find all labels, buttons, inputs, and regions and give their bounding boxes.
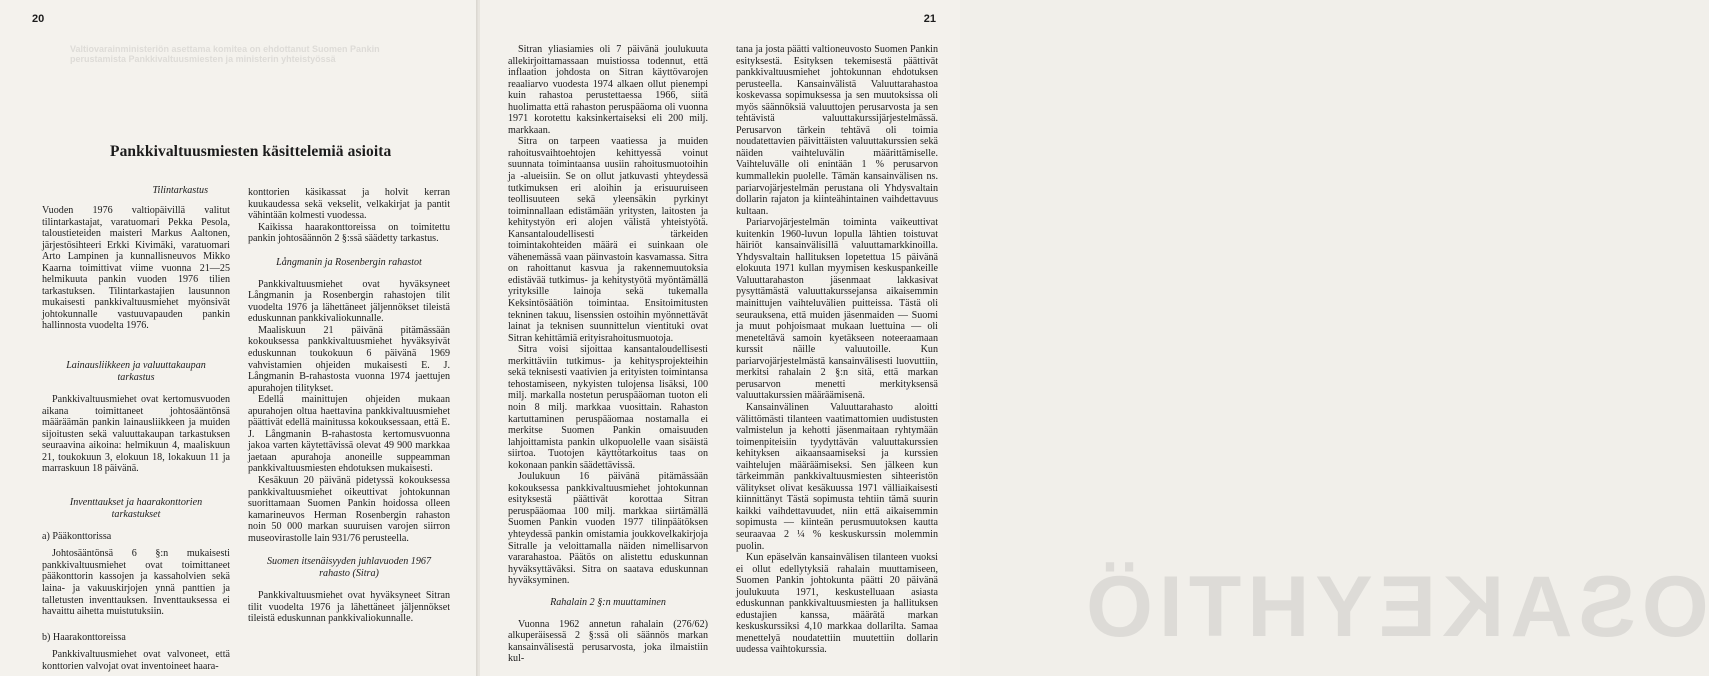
heading-line: tarkastus	[117, 372, 155, 384]
section-heading	[42, 497, 230, 521]
section-heading: Rahalain 2 §:n muuttaminen	[550, 596, 666, 608]
section-heading: Tilintarkastus	[152, 185, 208, 196]
paragraph: Pankkivaltuusmiehet ovat hyväksyneet Sitran tilit vuodelta 1976 ja lähettäneet jäljennökset tileistä eduskunnan pankkivaliokunnalle.	[248, 590, 450, 625]
heading-line: Lainausliikkeen ja valuuttakaupan	[66, 360, 206, 372]
section-heading: Långmanin ja Rosenbergin rahastot	[276, 256, 422, 268]
heading-line: Suomen itsenäisyyden juhlavuoden 1967	[267, 556, 431, 568]
bleed-through-text: OSAKEYHTIÖ	[1080, 559, 1709, 655]
sub-heading: b) Haarakonttoreissa	[42, 631, 126, 643]
paragraph: Edellä mainittujen ohjeiden mukaan apurahojen oltua haettavina pankkivaltuusmiehet päättivät edellä mainitussa kokouksessaan, että E. J. Långmanin B-rahastosta kertomusvuonna jakoa varten käytettävissä olevat 49 900 markkaa jaetaan apurahoja anoneille suppeamman pankkivaltuusmiesten ehdotuksen mukaisesti.	[248, 394, 450, 475]
paragraph: Sitra on tarpeen vaatiessa ja muiden rahoitusvaihtoehtojen kehittyessä voinut suunnata toimintaansa uusiin rahoitusmuotoihin ja -alueisiin. Se on ollut jatkuvasti yhteydessä tutkimuksen eri aloihin ja erisuuruiseen teollisuuteen sekä yleensäkin pyrkinyt toiminnallaan edistämään yritysten, laitosten ja kehitystyön eri alojen välistä yhteistyötä. Kansantaloudellisesti tärkeiden toimintakohteiden määrä ei suinkaan ole vähenemässä vaan päinvastoin kasvamassa. Sitra on rahoittanut kasvua ja rakennemuutoksia edistävää tutkimus- ja kehitystyötä myöntämällä yrityksille lainoja sekä tukemalla Keksintösäätiön toimintaa. Ensitoimitusten tekninen takuu, lisenssien ostoihin myönnettävät lainat ja teknisen suunnittelun vientituki ovat Sitran kehittämiä erityisrahoitusmuotoja.	[508, 136, 708, 344]
paragraph: Kun epäselvän kansainvälisen tilanteen vuoksi ei ollut edellytyksiä rahalain muuttamiseen, Suomen Pankin johtokunta päätti 20 päivänä joulukuuta 1971, keskustelluaan asiasta eduskunnan pankkivaltuusmiesten ja hallituksen edustajien kanssa, määrätä markan keskuskurssiksi 4,10 markkaa dollarilta. Samaa menettelyä noudatettiin muutettiin dollarin uudessa vaihtokurssia.	[736, 552, 938, 656]
paragraph: Pariarvojärjestelmän toiminta vaikeuttivat kuitenkin 1960-luvun lopulla lähtien toistuvat häiriöt kansainvälisillä valuuttamarkkinoilla. Yhdysvaltain hallituksen lopetettua 15 päivänä elokuuta 1971 kullan myymisen keskuspankeille Valuuttarahaston jäsenmaat lakkasivat pysyttämästä valuuttakurssejansa aikaisemmin mainittujen vaihteluvälien puitteissa. Tästä oli seurauksena, että muiden jäsenmaiden — Suomi ja muut pohjoismaat mukaan luettuina — oli meneteltävä samoin kyetäkseen noteeraamaan kurssit näille valuutoille. Kun pariarvojärjestelmästä kansainvälisesti luovuttiin, merkitsi rahalain 2 §:n sitä, että markan perusarvon menetti merkityksensä valuuttakurssien määräämisenä.	[736, 217, 938, 402]
paragraph: Maaliskuun 21 päivänä pitämässään kokouksessa pankkivaltuusmiehet hyväksyivät eduskunnan toukokuun 6 päivänä 1969 vahvistamien ohjeiden mukaisesti E. J. Långmanin B-rahastosta vuonna 1974 jaettujen apurahojen tilitykset.	[248, 324, 450, 394]
sub-heading: a) Pääkonttorissa	[42, 530, 112, 542]
right-column-1	[508, 44, 708, 665]
paragraph: Pankkivaltuusmiehet ovat kertomusvuoden aikana toimittaneet johtosääntönsä määräämän pankin lainausliikkeen ja muiden sijoitusten sekä valuuttakaupan tarkastuksen seuraavina aikoina: helmikuun 4, maaliskuun 21, toukokuun 3, elokuun 18, lokakuun 11 ja marraskuun 18 päivänä.	[42, 394, 230, 475]
paragraph: Vuoden 1976 valtiopäivillä valitut tilintarkastajat, varatuomari Pekka Pesola, taloustieteiden maisteri Markus Aaltonen, järjestösihteeri Erkki Kivimäki, varatuomari Arto Lampinen ja kunnallisneuvos Mikko Kaarna toimittivat viime vuonna 21—25 helmikuuta pankin vuoden 1976 tilien tarkastuksen. Tilintarkastajien lausunnon mukaisesti pankkivaltuusmiehet myönsivät johtokunnalle vastuuvapauden pankin hallinnosta vuodelta 1976.	[42, 205, 230, 332]
paragraph: Sitran yliasiamies oli 7 päivänä joulukuuta allekirjoittamassaan muistiossa todennut, että inflaation johdosta on Sitran käyttövarojen reaaliarvo vuodesta 1974 alkaen ollut pienempi kuin rahastoa perustettaessa 1966, siitä huolimatta että rahaston peruspääoma oli vuonna 1971 korotettu kaksinkertaiseksi eli 200 milj. markkaan.	[508, 44, 708, 136]
paragraph: Vuonna 1962 annetun rahalain (276/62) alkuperäisessä 2 §:ssä oli säännös markan kansainvälisestä perusarvosta, joka ilmaistiin kul-	[508, 618, 708, 665]
paragraph: Kaikissa haarakonttoreissa on toimitettu pankin johtosäännön 2 §:ssä säädetty tarkastus.	[248, 221, 450, 245]
bleed-through-text: Valtiovarainministeriön asettama komitea on ehdottanut Suomen Pankin perustamista Pankkivaltuusmiesten ja ministerin yhteistyössä	[70, 44, 380, 64]
right-page	[480, 0, 1709, 676]
left-page	[0, 0, 478, 676]
heading-line: tarkastukset	[111, 508, 161, 520]
paragraph: tana ja josta päätti valtioneuvosto Suomen Pankin esityksestä. Esityksen tekemisestä päättivät pankkivaltuusmiehet johtokunnan ehdotuksen perusteella. Kansainvälistä Valuuttarahastoa koskevassa sopimuksessa ja sen muutoksissa oli myös säännöksiä valuuttojen perusarvosta ja sen tehtävistä valuuttakurssijärjestelmässä. Perusarvon tärkein tehtävä oli toimia noudatettavien päivittäisten valuuttakurssien sekä näiden vaihteluvälin määrittämiselle. Vaihteluvälle oli enintään 1 % perusarvon kummallekin puolelle. Tämän kansainvälisen ns. pariarvojärjestelmän perustana oli Yhdysvaltain dollarin rajaton ja kiinteähintainen vaihdettavuus kultaan.	[736, 44, 938, 217]
heading-line: Inventtaukset ja haarakonttorien	[69, 496, 203, 508]
page-number: 21	[923, 13, 936, 25]
right-column-2	[736, 44, 938, 656]
page-number: 20	[32, 13, 45, 25]
section-heading	[248, 556, 450, 580]
paragraph: Joulukuun 16 päivänä pitämässään kokouksessa pankkivaltuusmiehet johtokunnan esityksestä päättivät korottaa Sitran peruspääomaa 100 milj. markkaa siirtämällä Suomen Pankin vuoden 1977 tilinpäätöksen yhteydessä pankin omistamia joukkovelkakirjoja Sitralle ja veloittamalla näiden nimellisarvon vararahastoa. Päätös on alistettu eduskunnan hyväksyttäväksi. Sitra on saatava eduskunnan hyväksyminen.	[508, 471, 708, 587]
paragraph: Sitra voisi sijoittaa kansantaloudellisesti merkittäviin tutkimus- ja kehitysprojekteihin sekä teknisesti vaativien ja erityisten toimintansa tehostamiseen, nykyisten tulojensa lisäksi, 100 milj. markalla nostetun peruspääoman tuoton eli noin 8 milj. markkaa vuosittain. Rahaston kartuttaminen peruspääomaa nostamalla ei merkitse Suomen Pankin omaisuuden lahjoittamista pankin ulkopuolelle vaan sisäistä siirtoa. Tuotojen käyttötarkoitus taas on kokonaan pankin säädettävissä.	[508, 344, 708, 471]
page-title: Pankkivaltuusmiesten käsittelemiä asioita	[110, 143, 392, 160]
paragraph: Johtosääntönsä 6 §:n mukaisesti pankkivaltuusmiehet ovat toimittaneet pääkonttorin kassojen ja kassaholvien sekä laina- ja vakuuskirjojen ynnä panttien ja talletusten inventtauksen. Inventtauksessa ei havaittu aihetta muistutuksiin.	[42, 548, 230, 618]
left-column-2	[248, 187, 450, 625]
heading-line: rahasto (Sitra)	[319, 568, 379, 580]
paragraph: Pankkivaltuusmiehet ovat hyväksyneet Långmanin ja Rosenbergin rahastojen tilit vuodelta 1976 ja lähettäneet jäljennökset tileistä eduskunnan pankkivaliokunnalle.	[248, 278, 450, 325]
section-heading	[42, 360, 230, 384]
paragraph: Kesäkuun 20 päivänä pidetyssä kokouksessa pankkivaltuusmiehet oikeuttivat johtokunnan suorittamaan Suomen Pankin hoidossa olleen kamarineuvos Herman Rosenbergin rahaston noin 50 000 markan suuruisen varojen siirron museovirastolle lain 931/76 perusteella.	[248, 475, 450, 544]
paragraph: konttorien käsikassat ja holvit kerran kuukaudessa sekä vekselit, velkakirjat ja pantit vähintään kolmesti vuodessa.	[248, 187, 450, 222]
left-column-1	[42, 185, 230, 672]
paragraph: Pankkivaltuusmiehet ovat valvoneet, että konttorien valvojat ovat inventoineet haara-	[42, 649, 230, 672]
paragraph: Kansainvälinen Valuuttarahasto aloitti välittömästi tilanteen vaatimattomien uudistusten valmistelun ja kehotti jäsenmaitaan ryhtymään toimenpiteisiin tyydyttävän valuuttakurssien kehityksen aikaansaamiseksi ja kurssien vaihtelujen määräämiseksi. Sen jälkeen kun tärkeimmän pankkivaltuusmiesten sihteeristön välitykset olivat kesäkuussa 1971 välliaikaisesti kiinnittänyt Tästä sopimusta tehtiin tämä suurin kaikki vaihdettavuudet, niin että aikaisemmin sopimusta — kiinteän perusmuutoksen kautta seuraavaa 2 ¼ % keskuskurssin molemmin puolin.	[736, 401, 938, 552]
